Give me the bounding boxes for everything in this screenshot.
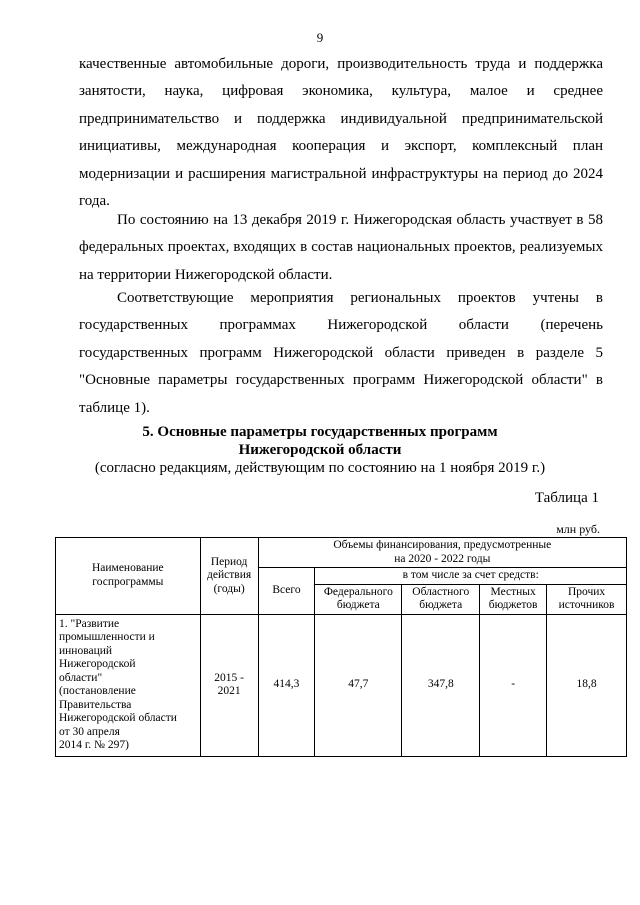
name-line: 2014 г. № 297) — [59, 739, 129, 751]
name-line: 1. "Развитие — [59, 617, 120, 630]
row-program-name — [56, 614, 201, 756]
units-label: млн руб. — [556, 522, 600, 536]
header-total: Всего — [258, 568, 315, 615]
table-label: Таблица 1 — [534, 490, 599, 506]
period-line-2: 2021 — [217, 685, 241, 697]
name-line: области" — [59, 671, 103, 684]
programs-table — [55, 537, 627, 757]
header-local: Местных бюджетов — [480, 584, 547, 614]
table-row — [56, 614, 627, 756]
header-funding-line-1: Объемы финансирования, предусмотренные — [333, 539, 552, 551]
paragraph-3 — [79, 285, 603, 422]
header-name: Наименование госпрограммы — [56, 538, 201, 615]
name-line: промышленности и — [59, 631, 155, 643]
paragraph-1-text: качественные автомобильные дороги, производительность труда и поддержка занятости, наука, цифровая экономика, культура, малое и среднее предпринимательство и поддержка индивидуальной предпринимательской инициативы, международная кооперация и экспорт, комплексный план модернизации и расширения магистральной инфраструктуры на период до 2024 года. — [79, 56, 603, 210]
section-title — [0, 423, 640, 459]
row-federal: 47,7 — [315, 614, 402, 756]
page-number: 9 — [316, 30, 324, 45]
row-total: 414,3 — [258, 614, 315, 756]
section-title-line-2: Нижегородской области — [238, 442, 402, 458]
header-sources: в том числе за счет средств: — [315, 568, 627, 585]
header-funding — [258, 538, 626, 568]
name-line: (постановление — [59, 685, 136, 697]
header-period: Период действия (годы) — [200, 538, 258, 615]
section-subtitle: (согласно редакциям, действующим по состоянию на 1 ноября 2019 г.) — [94, 460, 546, 476]
name-line: Нижегородской — [59, 658, 136, 670]
header-federal: Федерального бюджета — [315, 584, 402, 614]
row-other: 18,8 — [547, 614, 627, 756]
row-period — [200, 614, 258, 756]
header-other: Прочих источников — [547, 584, 627, 614]
name-line: инноваций — [59, 644, 113, 657]
name-line: от 30 апреля — [59, 725, 120, 738]
header-funding-line-2: на 2020 - 2022 годы — [394, 552, 491, 565]
name-line: Нижегородской области — [59, 712, 177, 724]
header-regional: Областного бюджета — [402, 584, 480, 614]
paragraph-2-text: По состоянию на 13 декабря 2019 г. Нижегородская область участвует в 58 федеральных проектах, входящих в состав национальных проектов, реализуемых на территории Нижегородской области. — [79, 212, 603, 283]
period-line-1: 2015 - — [214, 671, 244, 684]
paragraph-1 — [79, 51, 603, 215]
name-line: Правительства — [59, 698, 132, 711]
row-local: - — [480, 614, 547, 756]
paragraph-3-text: Соответствующие мероприятия региональных проектов учтены в государственных программах Нижегородской области (перечень государственных программ Нижегородской области приведен в разделе 5 "Основные параметры государственных программ Нижегородской области" в таблице 1). — [79, 290, 603, 416]
paragraph-2 — [79, 207, 603, 289]
section-title-line-1: 5. Основные параметры государственных программ — [142, 424, 498, 440]
row-regional: 347,8 — [402, 614, 480, 756]
